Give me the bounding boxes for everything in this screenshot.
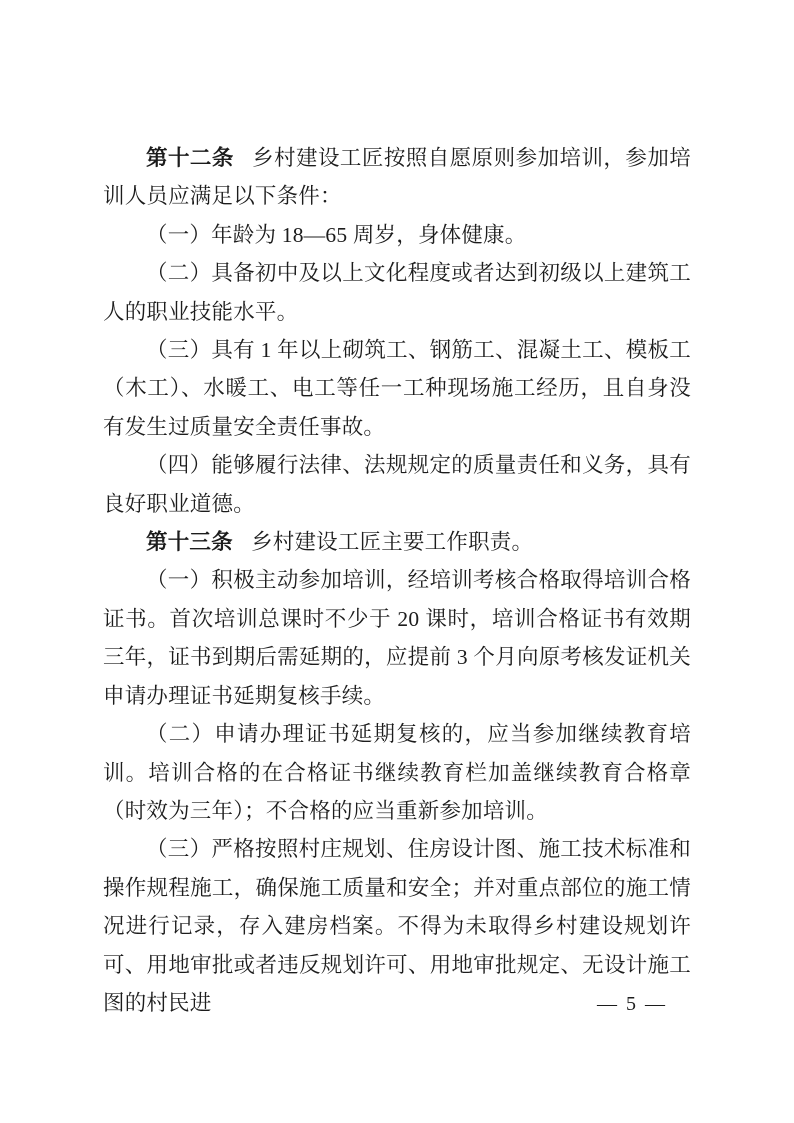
article-number: 第十三条 (146, 530, 233, 555)
paragraph-text: （二）具备初中及以上文化程度或者达到初级以上建筑工人的职业技能水平。 (103, 261, 691, 324)
paragraph (103, 139, 691, 216)
paragraph-text: 乡村建设工匠主要工作职责。 (251, 530, 534, 555)
paragraph (103, 523, 691, 561)
paragraph (103, 446, 691, 523)
paragraph (103, 561, 691, 715)
paragraph-text: （四）能够履行法律、法规规定的质量责任和义务，具有良好职业道德。 (103, 453, 691, 516)
page-number: — 5 — (597, 993, 667, 1015)
paragraph (103, 331, 691, 446)
paragraph-text: （三）具有 1 年以上砌筑工、钢筋工、混凝土工、模板工（木工）、水暖工、电工等任一工种现场施工经历，且自身没有发生过质量安全责任事故。 (103, 338, 691, 439)
paragraph-text: （三）严格按照村庄规划、住房设计图、施工技术标准和操作规程施工，确保施工质量和安全；并对重点部位的施工情况进行记录，存入建房档案。不得为未取得乡村建设规划许可、用地审批或者违反规划许可、用地审批规定、无设计施工图的村民进 (103, 837, 691, 1015)
paragraph-text: （二）申请办理证书延期复核的，应当参加继续教育培训。培训合格的在合格证书继续教育栏加盖继续教育合格章（时效为三年）；不合格的应当重新参加培训。 (103, 722, 691, 823)
paragraph-text: （一）积极主动参加培训，经培训考核合格取得培训合格证书。首次培训总课时不少于 20 课时，培训合格证书有效期三年，证书到期后需延期的，应提前 3 个月向原考核发证机关申请办理证书延期复核手续。 (103, 568, 691, 708)
paragraph (103, 715, 691, 830)
document-body (103, 139, 691, 1022)
paragraph (103, 254, 691, 331)
paragraph (103, 216, 691, 254)
article-number: 第十二条 (146, 146, 234, 170)
paragraph-text: 乡村建设工匠按照自愿原则参加培训，参加培训人员应满足以下条件： (103, 146, 691, 209)
paragraph-text: （一）年龄为 18—65 周岁，身体健康。 (146, 222, 527, 247)
